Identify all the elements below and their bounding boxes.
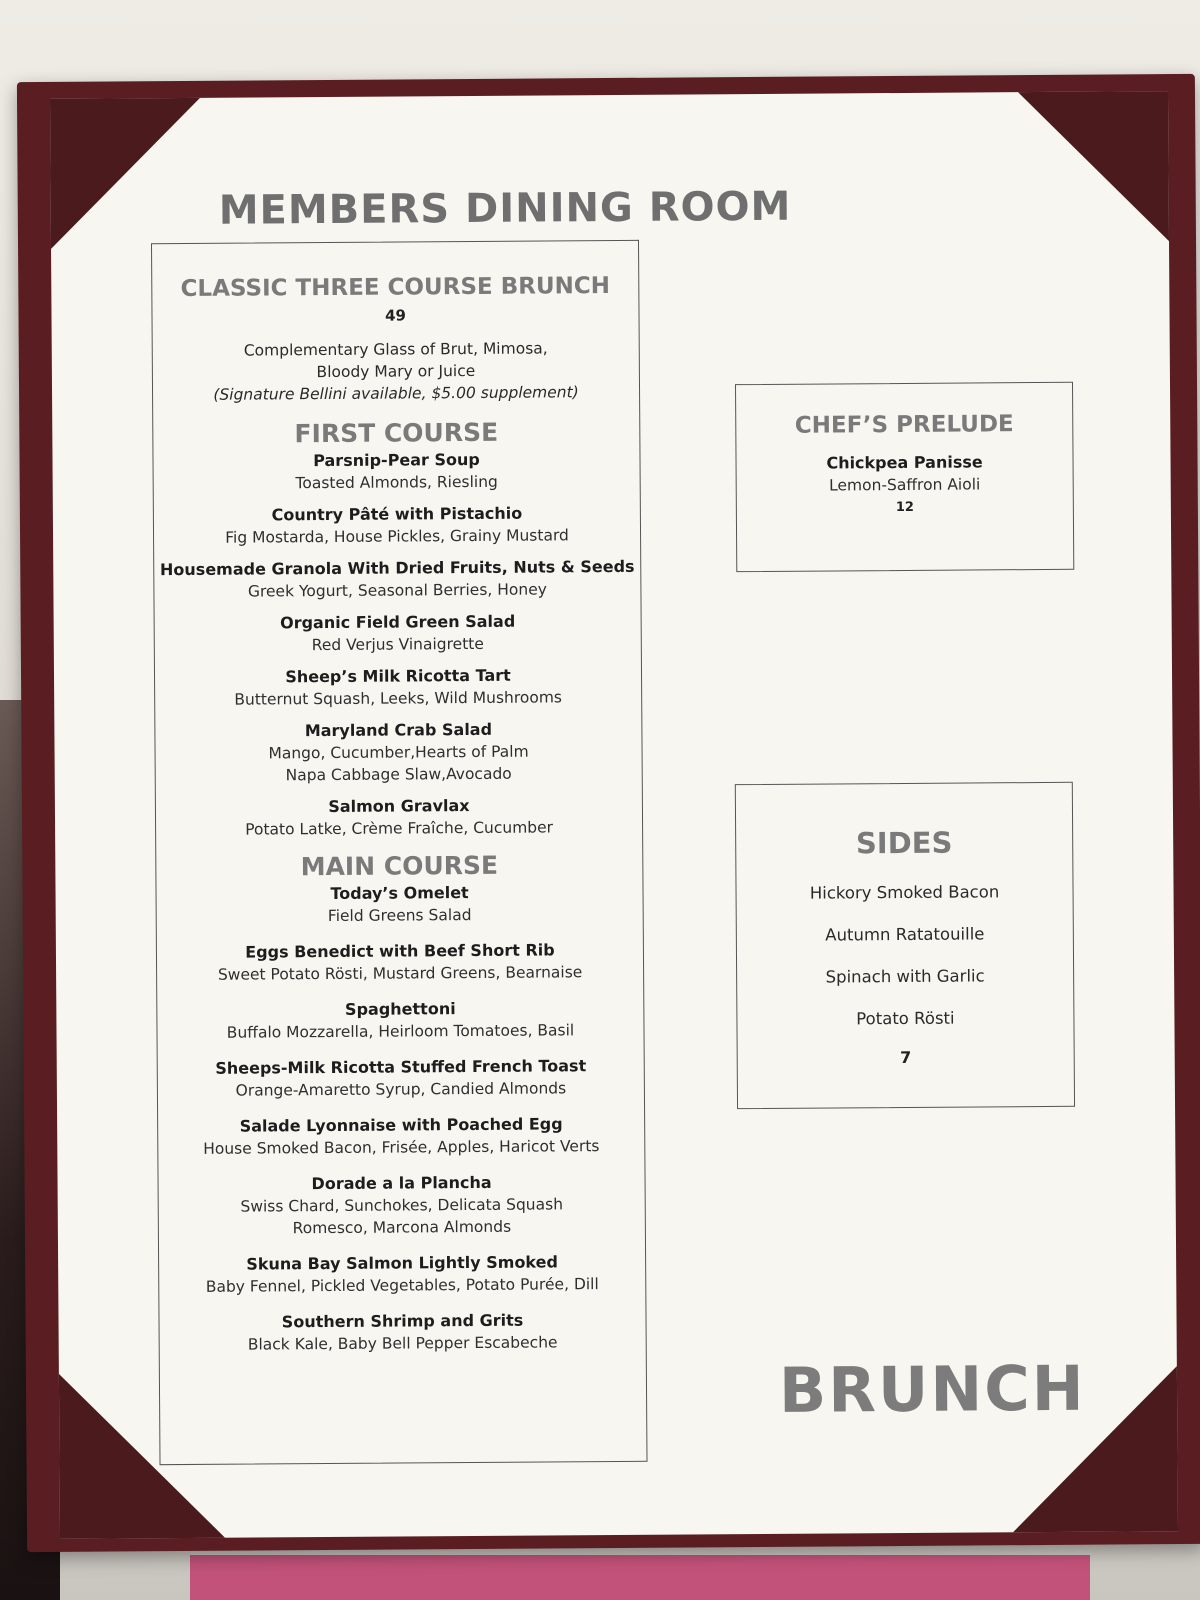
- sides-heading: SIDES: [855, 825, 953, 861]
- menu-item: [158, 1055, 644, 1102]
- menu-item: [158, 1113, 644, 1160]
- menu-item-desc: Sweet Potato Rösti, Mustard Greens, Bearnaise: [217, 963, 583, 984]
- menu-item-name: Sheep’s Milk Ricotta Tart: [285, 665, 511, 687]
- menu-item-desc: Romesco, Marcona Almonds: [292, 1217, 512, 1238]
- menu-item-desc: Greek Yogurt, Seasonal Berries, Honey: [247, 580, 547, 601]
- first-course-section: [153, 417, 642, 841]
- menu-item: [157, 939, 643, 986]
- menu-item-name: Sheeps-Milk Ricotta Stuffed French Toast: [215, 1056, 587, 1078]
- menu-item-desc: Red Verjus Vinaigrette: [311, 634, 484, 655]
- sides-list: [736, 881, 1073, 1031]
- menu-item-desc: Field Greens Salad: [327, 905, 472, 925]
- classic-heading: CLASSIC THREE COURSE BRUNCH: [180, 273, 611, 303]
- menu-item-desc: Orange-Amaretto Syrup, Candied Almonds: [235, 1079, 567, 1100]
- menu-item-name: Dorade a la Plancha: [311, 1172, 492, 1194]
- menu-item-desc: Fig Mostarda, House Pickles, Grainy Mustard: [225, 526, 569, 547]
- menu-title: MEMBERS DINING ROOM: [218, 183, 792, 234]
- menu-item: [155, 610, 641, 657]
- side-item: Autumn Ratatouille: [825, 924, 985, 945]
- menu-item-name: Spaghettoni: [344, 999, 456, 1019]
- main-course-list: [156, 881, 645, 1356]
- menu-item: [156, 794, 642, 841]
- first-course-list: [153, 448, 642, 841]
- menu-item-name: Parsnip-Pear Soup: [313, 449, 480, 471]
- menu-item-name: Country Pâté with Pistachio: [271, 503, 523, 525]
- menu-item-name: Eggs Benedict with Beef Short Rib: [245, 940, 555, 962]
- prelude-item-name: Chickpea Panisse: [826, 452, 983, 473]
- menu-item-name: Southern Shrimp and Grits: [281, 1310, 524, 1332]
- menu-item: [155, 664, 641, 711]
- menu-item-desc: Mango, Cucumber,Hearts of Palm: [268, 742, 529, 763]
- menu-item: [157, 997, 643, 1044]
- corner-tab-top-left: [50, 98, 201, 249]
- main-course-heading: MAIN COURSE: [300, 850, 499, 882]
- menu-item: [155, 718, 641, 787]
- menu-item-name: Housemade Granola With Dried Fruits, Nuts & Seeds: [159, 556, 635, 580]
- corner-tab-top-right: [1018, 91, 1169, 242]
- intro-line: Bloody Mary or Juice: [316, 361, 476, 382]
- side-item: Hickory Smoked Bacon: [809, 882, 1000, 903]
- intro-note: (Signature Bellini available, $5.00 supplement): [213, 383, 579, 404]
- menu-item-desc: Napa Cabbage Slaw,Avocado: [285, 764, 512, 785]
- classic-price: 49: [385, 306, 407, 325]
- menu-item: [156, 881, 642, 928]
- menu-item-desc: Swiss Chard, Sunchokes, Delicata Squash: [240, 1195, 564, 1216]
- menu-item: [158, 1171, 644, 1240]
- menu-item: [154, 556, 640, 603]
- menu-item-name: Salmon Gravlax: [328, 796, 470, 816]
- menu-item: [159, 1251, 645, 1298]
- menu-item-desc: Butternut Squash, Leeks, Wild Mushrooms: [234, 688, 563, 709]
- sides-price: 7: [900, 1047, 912, 1068]
- menu-item-desc: Potato Latke, Crème Fraîche, Cucumber: [245, 818, 554, 839]
- menu-item-name: Skuna Bay Salmon Lightly Smoked: [246, 1252, 558, 1274]
- menu-item-name: Maryland Crab Salad: [304, 719, 493, 741]
- menu-item-desc: Toasted Almonds, Riesling: [295, 472, 498, 493]
- menu-item-desc: Buffalo Mozzarella, Heirloom Tomatoes, Basil: [226, 1021, 575, 1042]
- chefs-prelude-box: [735, 382, 1074, 572]
- intro-line: Complementary Glass of Brut, Mimosa,: [243, 339, 548, 360]
- main-course-section: [156, 850, 645, 1356]
- brunch-label: BRUNCH: [778, 1351, 1086, 1427]
- side-item: Potato Rösti: [856, 1008, 955, 1029]
- side-item: Spinach with Garlic: [825, 966, 985, 987]
- menu-item-name: Organic Field Green Salad: [279, 611, 516, 633]
- prelude-heading: CHEF’S PRELUDE: [794, 411, 1014, 439]
- prelude-price: 12: [895, 499, 914, 516]
- three-course-box: [151, 240, 648, 1465]
- classic-intro: [153, 337, 639, 406]
- menu-item: [159, 1309, 645, 1356]
- menu-item-desc: House Smoked Bacon, Frisée, Apples, Haricot Verts: [203, 1137, 600, 1158]
- sides-box: [735, 782, 1075, 1109]
- menu-item: [153, 448, 639, 495]
- pink-napkin: [190, 1555, 1090, 1600]
- prelude-item-desc: Lemon-Saffron Aioli: [829, 475, 981, 495]
- menu-item-name: Today’s Omelet: [330, 883, 469, 903]
- menu-item-desc: Black Kale, Baby Bell Pepper Escabeche: [247, 1333, 558, 1354]
- menu-item: [154, 502, 640, 549]
- first-course-heading: FIRST COURSE: [294, 417, 499, 449]
- menu-item-desc: Baby Fennel, Pickled Vegetables, Potato Purée, Dill: [205, 1275, 599, 1296]
- menu-item-name: Salade Lyonnaise with Poached Egg: [239, 1114, 563, 1136]
- menu-page: [50, 91, 1178, 1539]
